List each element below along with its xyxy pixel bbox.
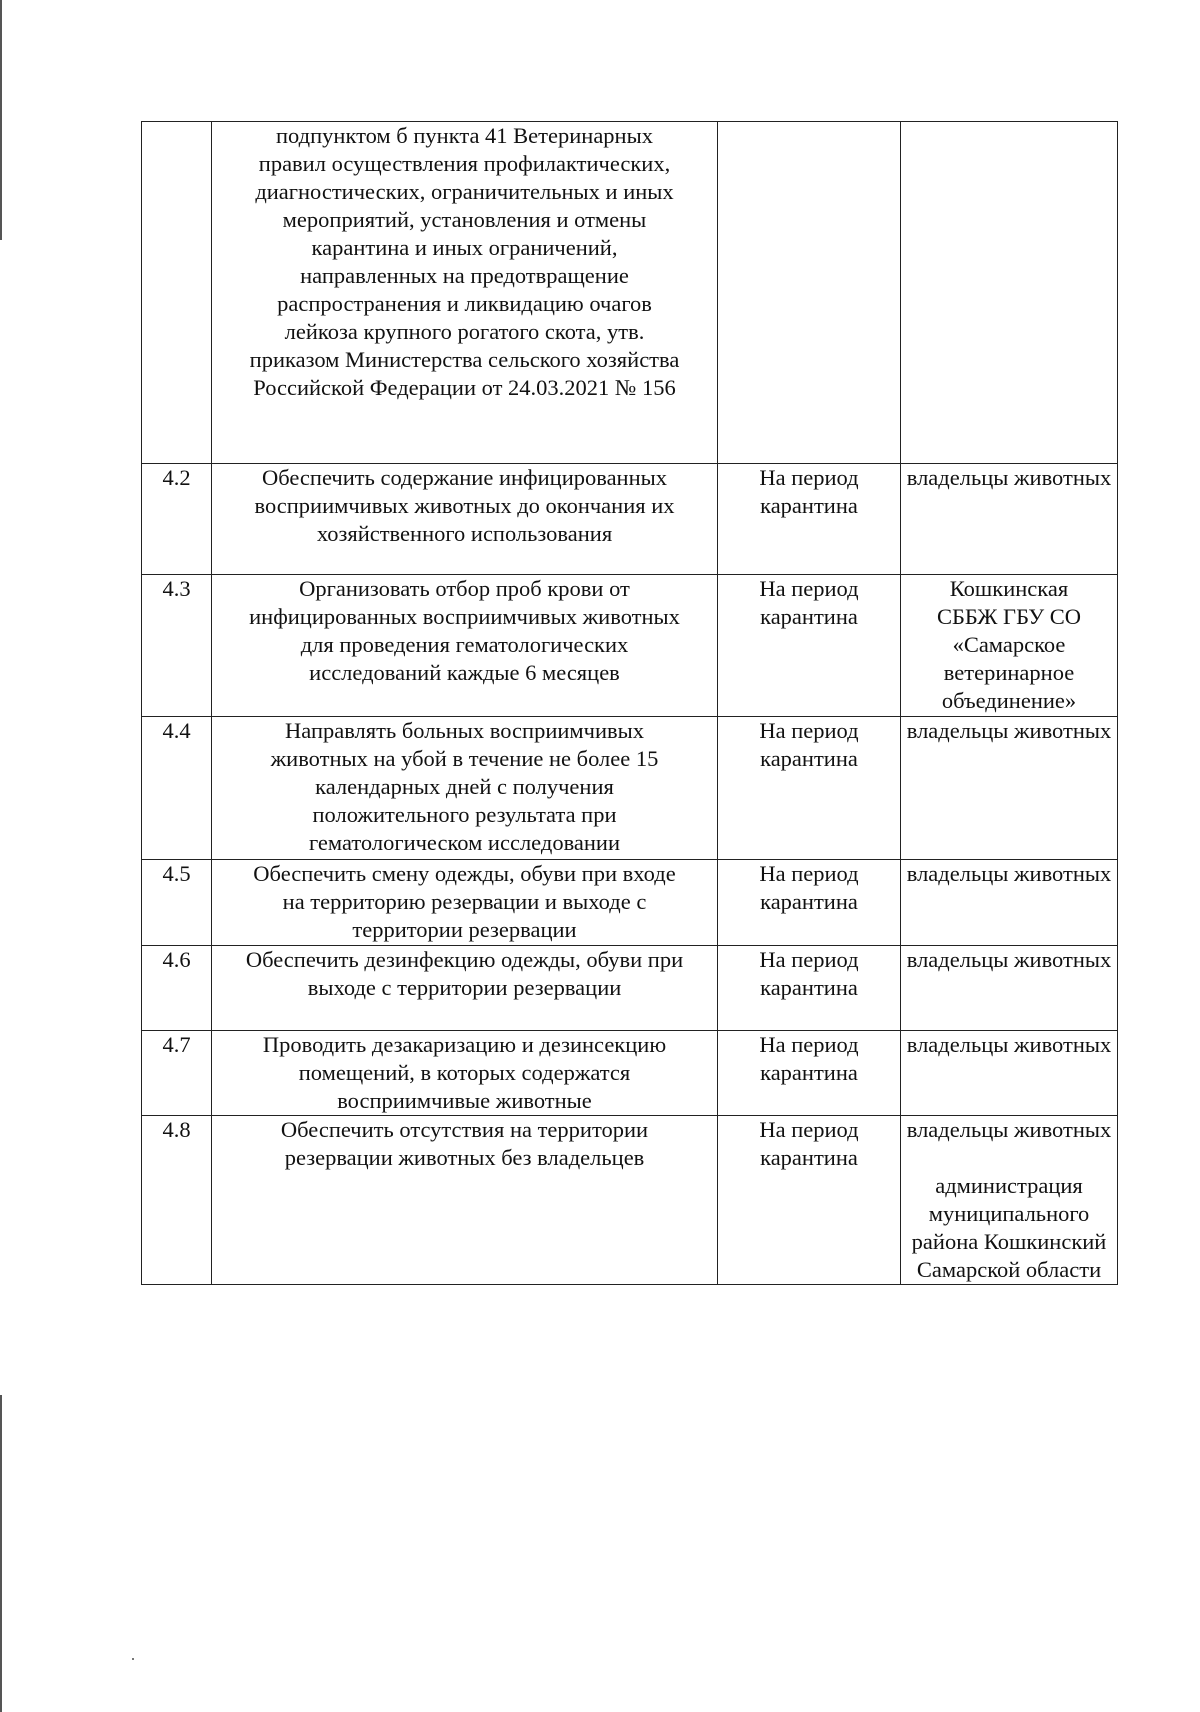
row-number: 4.8	[142, 1116, 212, 1285]
row-number: 4.2	[142, 464, 212, 575]
row-action: Проводить дезакаризацию и дезинсекцию помещений, в которых содержатся восприимчивые животные	[212, 1031, 718, 1116]
scan-edge-bottom	[0, 1395, 2, 1712]
row-term	[718, 122, 901, 464]
row-action: Направлять больных восприимчивых животных на убой в течение не более 15 календарных дней с получения положительного результата при гематологическом исследовании	[212, 717, 718, 860]
row-action: Обеспечить содержание инфицированных восприимчивых животных до окончания их хозяйственного использования	[212, 464, 718, 575]
scan-speck	[132, 1658, 134, 1660]
measures-table	[141, 121, 1118, 1285]
row-action: подпунктом б пункта 41 Ветеринарных правил осуществления профилактических, диагностических, ограничительных и иных мероприятий, установления и отмены карантина и иных ограничений, направленных на предотвращение распространения и ликвидацию очагов лейкоза крупного рогатого скота, утв. приказом Министерства сельского хозяйства Российской Федерации от 24.03.2021 № 156	[212, 122, 718, 464]
row-action: Обеспечить смену одежды, обуви при входе на территорию резервации и выходе с территории резервации	[212, 860, 718, 946]
row-term: На период карантина	[718, 717, 901, 860]
table-row	[142, 860, 1118, 946]
row-term: На период карантина	[718, 860, 901, 946]
row-number: 4.3	[142, 575, 212, 717]
row-responsible: владельцы животных	[901, 717, 1118, 860]
table-row	[142, 575, 1118, 717]
row-term: На период карантина	[718, 1116, 901, 1285]
row-term: На период карантина	[718, 464, 901, 575]
row-number	[142, 122, 212, 464]
row-term: На период карантина	[718, 1031, 901, 1116]
row-term: На период карантина	[718, 575, 901, 717]
row-action: Организовать отбор проб крови от инфицированных восприимчивых животных для проведения гематологических исследований каждые 6 месяцев	[212, 575, 718, 717]
scan-edge-top	[0, 0, 2, 240]
row-responsible: владельцы животных	[901, 860, 1118, 946]
row-number: 4.7	[142, 1031, 212, 1116]
row-number: 4.6	[142, 946, 212, 1031]
row-action: Обеспечить дезинфекцию одежды, обуви при выходе с территории резервации	[212, 946, 718, 1031]
row-responsible: владельцы животных	[901, 946, 1118, 1031]
row-action: Обеспечить отсутствия на территории резервации животных без владельцев	[212, 1116, 718, 1285]
row-number: 4.5	[142, 860, 212, 946]
table-row	[142, 717, 1118, 860]
table-row	[142, 464, 1118, 575]
table-row	[142, 122, 1118, 464]
row-responsible	[901, 122, 1118, 464]
row-number: 4.4	[142, 717, 212, 860]
table-row	[142, 946, 1118, 1031]
table-row	[142, 1031, 1118, 1116]
row-term: На период карантина	[718, 946, 901, 1031]
row-responsible: владельцы животных	[901, 1031, 1118, 1116]
row-responsible: владельцы животных	[901, 464, 1118, 575]
table-row	[142, 1116, 1118, 1285]
row-responsible: Кошкинская СББЖ ГБУ СО «Самарское ветеринарное объединение»	[901, 575, 1118, 717]
row-responsible: владельцы животных администрация муниципального района Кошкинский Самарской области	[901, 1116, 1118, 1285]
